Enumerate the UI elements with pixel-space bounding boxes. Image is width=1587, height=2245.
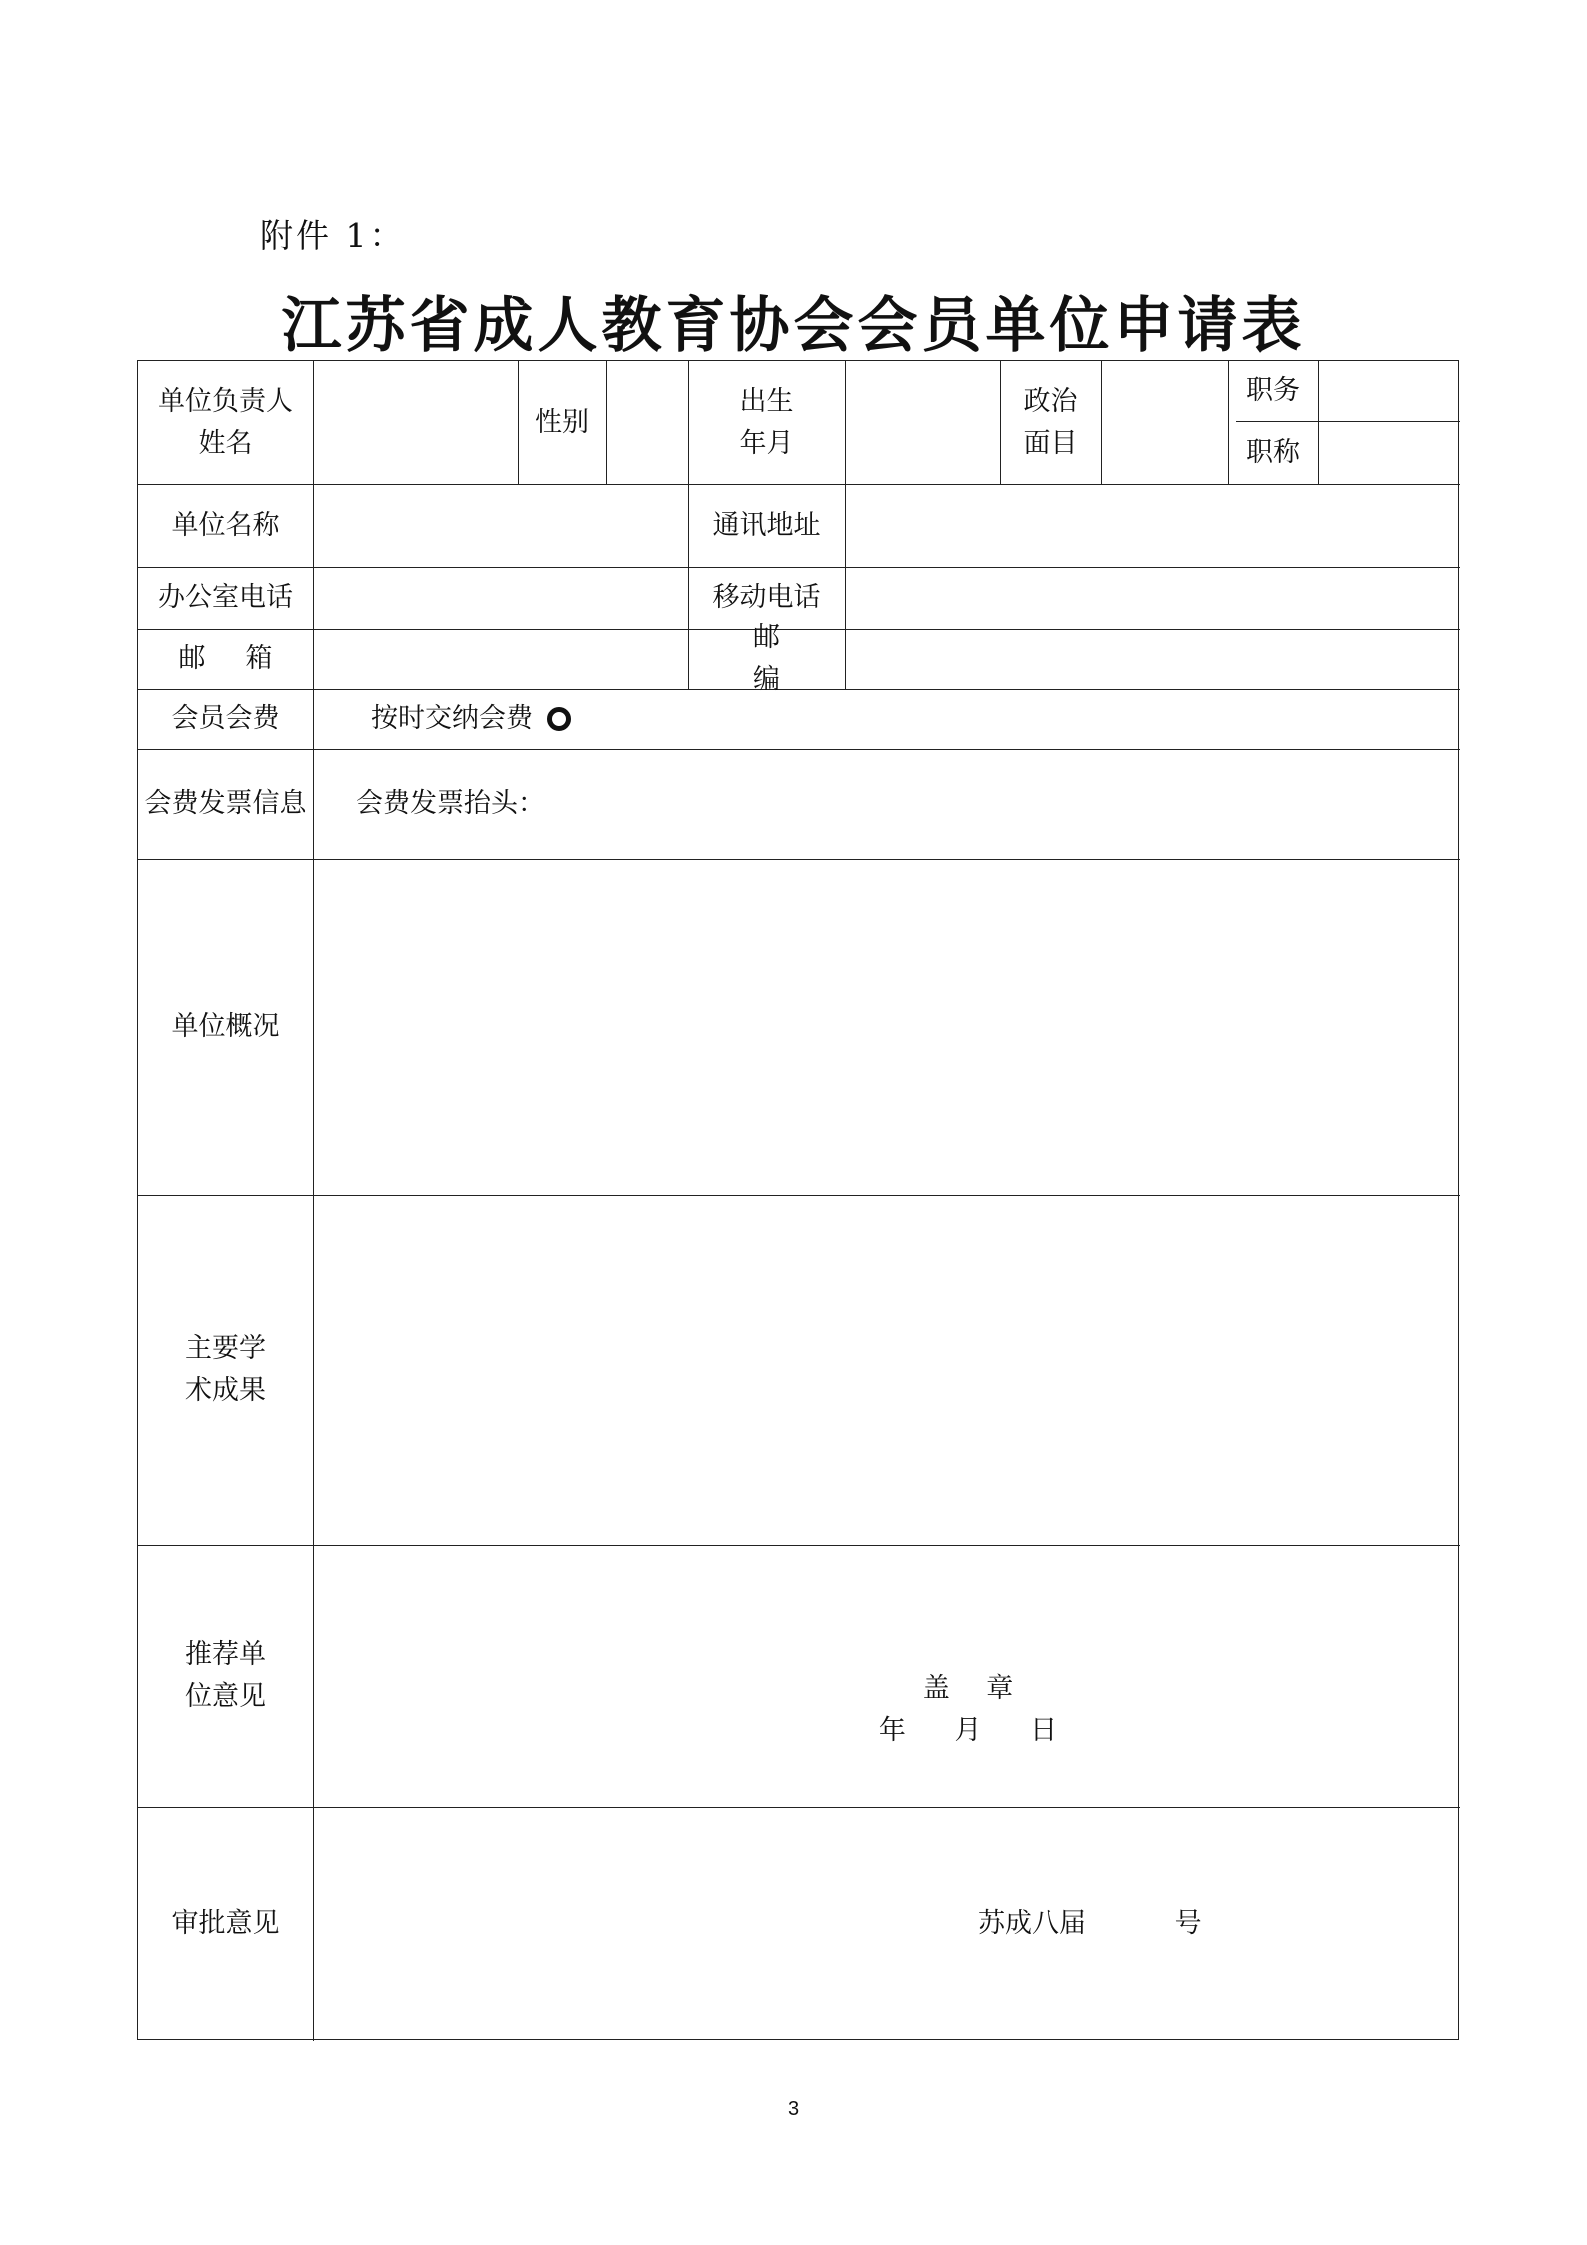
postcode-field[interactable] [845,629,1460,689]
office-phone-field[interactable] [313,567,688,629]
email-label: 邮箱 [178,643,313,674]
political-field[interactable] [1101,361,1228,484]
rank-field[interactable] [1318,421,1460,484]
attachment-label: 附件 1： [260,216,406,255]
birth-field[interactable] [845,361,1000,484]
academic-field[interactable] [313,1195,1460,1545]
overview-field[interactable] [313,859,1460,1195]
rank-label: 职称 [1246,436,1300,468]
position-label: 职务 [1246,375,1300,406]
unit-name-label: 单位名称 [171,509,280,541]
academic-label: 主要学术成果 [185,1333,266,1406]
page-number: 3 [787,2098,800,2120]
address-label: 通讯地址 [712,509,821,541]
approval-number: 苏成八届 号 [978,1908,1202,1939]
political-label: 政治面目 [1023,385,1078,459]
seal-label: 盖 章 [922,1673,1014,1704]
mobile-label: 移动电话 [712,582,821,613]
fee-option-text: 按时交纳会费 [371,703,533,734]
date-label: 年 月 日 [878,1715,1058,1746]
form-title: 江苏省成人教育协会会员单位申请表 [281,291,1306,361]
fee-radio-icon[interactable] [547,707,571,731]
address-field[interactable] [845,484,1460,567]
overview-label: 单位概况 [171,1011,280,1042]
postcode-label: 邮编 [753,622,820,695]
position-field[interactable] [1318,361,1460,421]
mobile-field[interactable] [845,567,1460,629]
invoice-title-label: 会费发票抬头： [356,788,545,819]
office-phone-label: 办公室电话 [158,582,293,613]
gender-label: 性别 [535,406,589,438]
leader-name-label: 单位负责人姓名 [158,385,293,459]
leader-name-field[interactable] [313,361,518,484]
approval-label: 审批意见 [171,1908,280,1939]
unit-name-field[interactable] [313,484,688,567]
gender-field[interactable] [606,361,688,484]
birth-label: 出生年月 [739,385,794,459]
recommend-label: 推荐单位意见 [185,1639,266,1712]
application-form-table [137,360,1459,2040]
invoice-label: 会费发票信息 [144,788,307,819]
email-field[interactable] [313,629,688,689]
fee-label: 会员会费 [171,703,280,734]
